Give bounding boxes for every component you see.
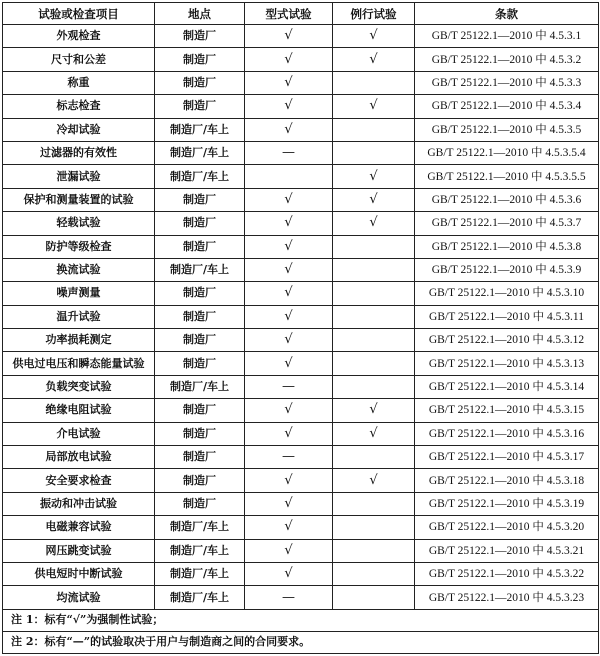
cell-routine-test: [333, 586, 415, 609]
cell-location: 制造厂/车上: [155, 258, 245, 281]
cell-routine-test: [333, 492, 415, 515]
cell-location: 制造厂: [155, 329, 245, 352]
cell-clause: GB/T 25122.1—2010 中 4.5.3.6: [415, 188, 599, 211]
cell-clause: GB/T 25122.1—2010 中 4.5.3.5.5: [415, 165, 599, 188]
table-row: [3, 422, 599, 445]
cell-test-item: 振动和冲击试验: [3, 492, 155, 515]
cell-test-item: 网压跳变试验: [3, 539, 155, 562]
cell-clause: GB/T 25122.1—2010 中 4.5.3.15: [415, 399, 599, 422]
cell-routine-test: √: [333, 95, 415, 118]
table-row: [3, 141, 599, 164]
note-row: [3, 631, 599, 653]
cell-test-item: 介电试验: [3, 422, 155, 445]
table-row: [3, 212, 599, 235]
cell-routine-test: √: [333, 399, 415, 422]
cell-routine-test: [333, 71, 415, 94]
cell-location: 制造厂: [155, 188, 245, 211]
cell-clause: GB/T 25122.1—2010 中 4.5.3.21: [415, 539, 599, 562]
table-row: [3, 539, 599, 562]
cell-type-test: √: [245, 235, 333, 258]
header-clause: 条款: [415, 3, 599, 25]
table-row: [3, 188, 599, 211]
cell-test-item: 防护等级检查: [3, 235, 155, 258]
cell-location: 制造厂/车上: [155, 118, 245, 141]
cell-routine-test: [333, 141, 415, 164]
cell-type-test: √: [245, 71, 333, 94]
table-row: [3, 352, 599, 375]
cell-test-item: 温升试验: [3, 305, 155, 328]
cell-test-item: 均流试验: [3, 586, 155, 609]
cell-type-test: √: [245, 118, 333, 141]
cell-location: 制造厂: [155, 48, 245, 71]
cell-type-test: √: [245, 48, 333, 71]
header-type-test: 型式试验: [245, 3, 333, 25]
cell-type-test: √: [245, 422, 333, 445]
cell-test-item: 过滤器的有效性: [3, 141, 155, 164]
cell-clause: GB/T 25122.1—2010 中 4.5.3.19: [415, 492, 599, 515]
cell-type-test: √: [245, 95, 333, 118]
note-1: 注 1：标有“√”为强制性试验；: [3, 609, 599, 631]
cell-routine-test: [333, 258, 415, 281]
cell-location: 制造厂: [155, 446, 245, 469]
cell-clause: GB/T 25122.1—2010 中 4.5.3.7: [415, 212, 599, 235]
cell-type-test: √: [245, 539, 333, 562]
cell-clause: GB/T 25122.1—2010 中 4.5.3.16: [415, 422, 599, 445]
table-header-row: [3, 3, 599, 25]
cell-clause: GB/T 25122.1—2010 中 4.5.3.8: [415, 235, 599, 258]
table-row: [3, 469, 599, 492]
header-location: 地点: [155, 3, 245, 25]
cell-type-test: √: [245, 25, 333, 48]
cell-location: 制造厂/车上: [155, 141, 245, 164]
cell-location: 制造厂: [155, 71, 245, 94]
cell-routine-test: √: [333, 212, 415, 235]
cell-type-test: √: [245, 492, 333, 515]
cell-routine-test: √: [333, 469, 415, 492]
cell-test-item: 尺寸和公差: [3, 48, 155, 71]
cell-type-test: —: [245, 375, 333, 398]
cell-location: 制造厂: [155, 212, 245, 235]
table-row: [3, 492, 599, 515]
cell-location: 制造厂: [155, 469, 245, 492]
table-row: [3, 165, 599, 188]
cell-clause: GB/T 25122.1—2010 中 4.5.3.12: [415, 329, 599, 352]
cell-type-test: √: [245, 212, 333, 235]
note-2: 注 2：标有“—”的试验取决于用户与制造商之间的合同要求。: [3, 631, 599, 653]
table-notes: [3, 609, 599, 653]
table-row: [3, 25, 599, 48]
cell-routine-test: √: [333, 25, 415, 48]
cell-clause: GB/T 25122.1—2010 中 4.5.3.23: [415, 586, 599, 609]
cell-test-item: 外观检查: [3, 25, 155, 48]
cell-clause: GB/T 25122.1—2010 中 4.5.3.1: [415, 25, 599, 48]
cell-type-test: —: [245, 141, 333, 164]
cell-type-test: —: [245, 586, 333, 609]
cell-clause: GB/T 25122.1—2010 中 4.5.3.5: [415, 118, 599, 141]
cell-clause: GB/T 25122.1—2010 中 4.5.3.2: [415, 48, 599, 71]
cell-test-item: 供电过电压和瞬态能量试验: [3, 352, 155, 375]
cell-location: 制造厂: [155, 95, 245, 118]
cell-clause: GB/T 25122.1—2010 中 4.5.3.10: [415, 282, 599, 305]
cell-clause: GB/T 25122.1—2010 中 4.5.3.5.4: [415, 141, 599, 164]
cell-test-item: 标志检查: [3, 95, 155, 118]
cell-test-item: 轻载试验: [3, 212, 155, 235]
cell-routine-test: √: [333, 188, 415, 211]
cell-clause: GB/T 25122.1—2010 中 4.5.3.4: [415, 95, 599, 118]
cell-routine-test: √: [333, 422, 415, 445]
cell-clause: GB/T 25122.1—2010 中 4.5.3.11: [415, 305, 599, 328]
cell-type-test: √: [245, 188, 333, 211]
cell-routine-test: √: [333, 165, 415, 188]
cell-test-item: 称重: [3, 71, 155, 94]
cell-routine-test: [333, 235, 415, 258]
cell-clause: GB/T 25122.1—2010 中 4.5.3.13: [415, 352, 599, 375]
cell-routine-test: [333, 516, 415, 539]
cell-location: 制造厂: [155, 282, 245, 305]
table-body: [3, 25, 599, 610]
cell-routine-test: [333, 562, 415, 585]
table-row: [3, 586, 599, 609]
table-row: [3, 446, 599, 469]
cell-type-test: √: [245, 352, 333, 375]
cell-location: 制造厂: [155, 492, 245, 515]
header-test-item: 试验或检查项目: [3, 3, 155, 25]
table-row: [3, 258, 599, 281]
cell-test-item: 泄漏试验: [3, 165, 155, 188]
cell-test-item: 噪声测量: [3, 282, 155, 305]
cell-clause: GB/T 25122.1—2010 中 4.5.3.20: [415, 516, 599, 539]
cell-location: 制造厂: [155, 422, 245, 445]
cell-test-item: 绝缘电阻试验: [3, 399, 155, 422]
cell-routine-test: [333, 329, 415, 352]
cell-clause: GB/T 25122.1—2010 中 4.5.3.22: [415, 562, 599, 585]
table-row: [3, 71, 599, 94]
header-routine-test: 例行试验: [333, 3, 415, 25]
cell-clause: GB/T 25122.1—2010 中 4.5.3.9: [415, 258, 599, 281]
cell-test-item: 功率损耗测定: [3, 329, 155, 352]
cell-type-test: √: [245, 258, 333, 281]
cell-routine-test: [333, 352, 415, 375]
cell-type-test: —: [245, 446, 333, 469]
cell-routine-test: [333, 305, 415, 328]
cell-type-test: √: [245, 399, 333, 422]
cell-location: 制造厂/车上: [155, 165, 245, 188]
cell-type-test: √: [245, 562, 333, 585]
cell-test-item: 局部放电试验: [3, 446, 155, 469]
cell-location: 制造厂/车上: [155, 516, 245, 539]
table-row: [3, 118, 599, 141]
cell-routine-test: [333, 446, 415, 469]
cell-clause: GB/T 25122.1—2010 中 4.5.3.17: [415, 446, 599, 469]
cell-routine-test: [333, 118, 415, 141]
cell-type-test: √: [245, 305, 333, 328]
note-row: [3, 609, 599, 631]
cell-test-item: 电磁兼容试验: [3, 516, 155, 539]
table-row: [3, 282, 599, 305]
cell-clause: GB/T 25122.1—2010 中 4.5.3.14: [415, 375, 599, 398]
cell-clause: GB/T 25122.1—2010 中 4.5.3.18: [415, 469, 599, 492]
table-row: [3, 375, 599, 398]
table-row: [3, 329, 599, 352]
cell-test-item: 冷却试验: [3, 118, 155, 141]
cell-routine-test: [333, 282, 415, 305]
cell-type-test: √: [245, 329, 333, 352]
cell-test-item: 保护和测量装置的试验: [3, 188, 155, 211]
cell-location: 制造厂: [155, 25, 245, 48]
cell-location: 制造厂: [155, 305, 245, 328]
table-row: [3, 235, 599, 258]
test-inspection-table: [2, 2, 599, 654]
table-row: [3, 95, 599, 118]
cell-location: 制造厂/车上: [155, 586, 245, 609]
cell-type-test: √: [245, 469, 333, 492]
cell-location: 制造厂: [155, 399, 245, 422]
cell-location: 制造厂/车上: [155, 539, 245, 562]
cell-type-test: [245, 165, 333, 188]
cell-routine-test: [333, 539, 415, 562]
cell-routine-test: √: [333, 48, 415, 71]
table-row: [3, 305, 599, 328]
cell-routine-test: [333, 375, 415, 398]
cell-type-test: √: [245, 516, 333, 539]
cell-location: 制造厂/车上: [155, 375, 245, 398]
cell-test-item: 供电短时中断试验: [3, 562, 155, 585]
cell-location: 制造厂: [155, 352, 245, 375]
table-row: [3, 399, 599, 422]
cell-test-item: 负载突变试验: [3, 375, 155, 398]
cell-location: 制造厂/车上: [155, 562, 245, 585]
table-row: [3, 48, 599, 71]
cell-location: 制造厂: [155, 235, 245, 258]
cell-clause: GB/T 25122.1—2010 中 4.5.3.3: [415, 71, 599, 94]
table-row: [3, 562, 599, 585]
cell-test-item: 换流试验: [3, 258, 155, 281]
table-row: [3, 516, 599, 539]
cell-type-test: √: [245, 282, 333, 305]
cell-test-item: 安全要求检查: [3, 469, 155, 492]
